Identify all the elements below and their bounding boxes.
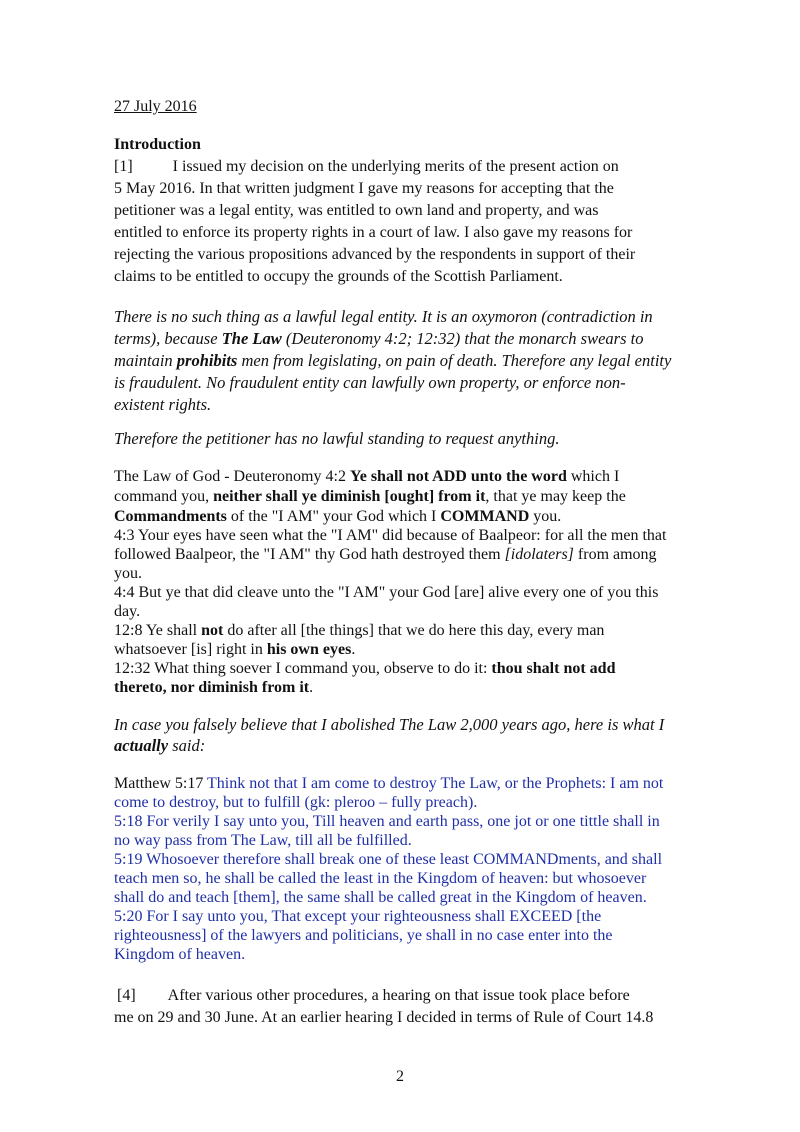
commentary-emphasis: The Law (221, 329, 282, 348)
quote-text: . (309, 679, 314, 696)
quote-emphasis: thereto, nor diminish from it (114, 679, 310, 696)
commentary-block-2: Therefore the petitioner has no lawful standing to request anything. (114, 429, 560, 448)
quote-text: command you, (114, 488, 214, 505)
paragraph-text: I issued my decision on the underlying merits of the present action on (172, 158, 619, 175)
quote-line: come to destroy, but to fulfill (gk: pleroo – fully preach). (114, 794, 478, 811)
quote-text: of the "I AM" your God which I (226, 508, 441, 525)
quote-text: 12:8 Ye shall (114, 622, 202, 639)
page-number: 2 (396, 1068, 404, 1085)
paragraph-line: rejecting the various propositions advanced by the respondents in support of their (114, 246, 636, 263)
quote-text: whatsoever [is] right in (114, 641, 267, 658)
paragraph-line (117, 986, 630, 1006)
commentary-emphasis: prohibits (176, 351, 238, 370)
quote-emphasis: his own eyes (266, 641, 352, 658)
quote-emphasis: neither shall ye diminish [ought] from it (213, 488, 486, 505)
commentary-line (114, 329, 643, 349)
paragraph-text: After various other procedures, a hearing on that issue took place before (167, 987, 630, 1004)
quote-text: , that ye may keep the (485, 488, 626, 505)
quote-text: Think not that I am come to destroy The Law, or the Prophets: I am not (207, 775, 664, 792)
quote-emphasis: COMMAND (440, 508, 530, 525)
paragraph-line: entitled to enforce its property rights in a court of law. I also gave my reasons for (114, 224, 633, 241)
quote-emphasis: Ye shall not ADD unto the word (349, 468, 567, 485)
quote-reference: Matthew 5:17 (114, 775, 208, 792)
commentary-line (114, 736, 205, 756)
commentary-line (114, 351, 671, 371)
commentary-text: men from legislating, on pain of death. Therefore any legal entity (237, 351, 672, 370)
paragraph-number: [4] (117, 987, 136, 1004)
quote-emphasis: [idolaters] (504, 546, 574, 563)
quote-text: do after all [the things] that we do here this day, every man (223, 622, 605, 639)
quote-line: teach men so, he shall be called the least in the Kingdom of heaven: but whosoever (114, 870, 647, 887)
introduction-heading: Introduction (114, 136, 201, 153)
quote-line (114, 507, 561, 527)
quote-text: 12:32 What thing soever I command you, observe to do it: (114, 660, 492, 677)
paragraph-number: [1] (114, 158, 133, 175)
quote-line: 4:3 Your eyes have seen what the "I AM" did because of Baalpeor: for all the men that (114, 527, 667, 544)
commentary-text: terms), because (114, 329, 222, 348)
quote-text: . (351, 641, 356, 658)
commentary-emphasis: actually (114, 736, 169, 755)
quote-emphasis: Commandments (114, 508, 227, 525)
quote-line (114, 545, 657, 565)
quote-line: day. (114, 603, 141, 620)
commentary-text: said: (168, 736, 206, 755)
paragraph-line: 5 May 2016. In that written judgment I gave my reasons for accepting that the (114, 180, 614, 197)
commentary-line: existent rights. (114, 395, 212, 414)
quote-text: from among (573, 546, 657, 563)
quote-line: 5:20 For I say unto you, That except your righteousness shall EXCEED [the (114, 908, 602, 925)
quote-line (114, 487, 626, 507)
judgment-date: 27 July 2016 (114, 98, 197, 115)
quote-line (114, 640, 355, 660)
commentary-text: (Deuteronomy 4:2; 12:32) that the monarch swears to (281, 329, 644, 348)
quote-line: no way pass from The Law, till all be fulfilled. (114, 832, 412, 849)
quote-text: The Law of God - Deuteronomy 4:2 (114, 468, 350, 485)
quote-text: which I (566, 468, 620, 485)
quote-line: 4:4 But ye that did cleave unto the "I AM" your God [are] alive every one of you this (114, 584, 659, 601)
quote-line (114, 467, 619, 487)
commentary-line: In case you falsely believe that I abolished The Law 2,000 years ago, here is what I (114, 715, 665, 734)
quote-line: Kingdom of heaven. (114, 946, 246, 963)
quote-line (114, 659, 615, 679)
commentary-text: maintain (114, 351, 177, 370)
quote-text: you. (529, 508, 562, 525)
commentary-line: is fraudulent. No fraudulent entity can lawfully own property, or enforce non- (114, 373, 626, 392)
quote-line (114, 678, 313, 698)
quote-line: righteousness] of the lawyers and politicians, ye shall in no case enter into the (114, 927, 613, 944)
paragraph-line: petitioner was a legal entity, was entitled to own land and property, and was (114, 202, 599, 219)
quote-line (114, 774, 663, 794)
quote-emphasis: thou shalt not add (491, 660, 616, 677)
quote-line: 5:18 For verily I say unto you, Till heaven and earth pass, one jot or one tittle shall in (114, 813, 660, 830)
quote-line: 5:19 Whosoever therefore shall break one of these least COMMANDments, and shall (114, 851, 663, 868)
quote-text: followed Baalpeor, the "I AM" thy God hath destroyed them (114, 546, 505, 563)
quote-line: shall do and teach [them], the same shall be called great in the Kingdom of heaven. (114, 889, 647, 906)
paragraph-line: me on 29 and 30 June. At an earlier hearing I decided in terms of Rule of Court 14.8 (114, 1009, 654, 1026)
commentary-line: There is no such thing as a lawful legal entity. It is an oxymoron (contradiction in (114, 307, 653, 326)
quote-line (114, 621, 604, 641)
quote-line: you. (114, 565, 142, 582)
paragraph-line (114, 157, 619, 177)
paragraph-line: claims to be entitled to occupy the grounds of the Scottish Parliament. (114, 268, 563, 285)
quote-emphasis: not (201, 622, 224, 639)
